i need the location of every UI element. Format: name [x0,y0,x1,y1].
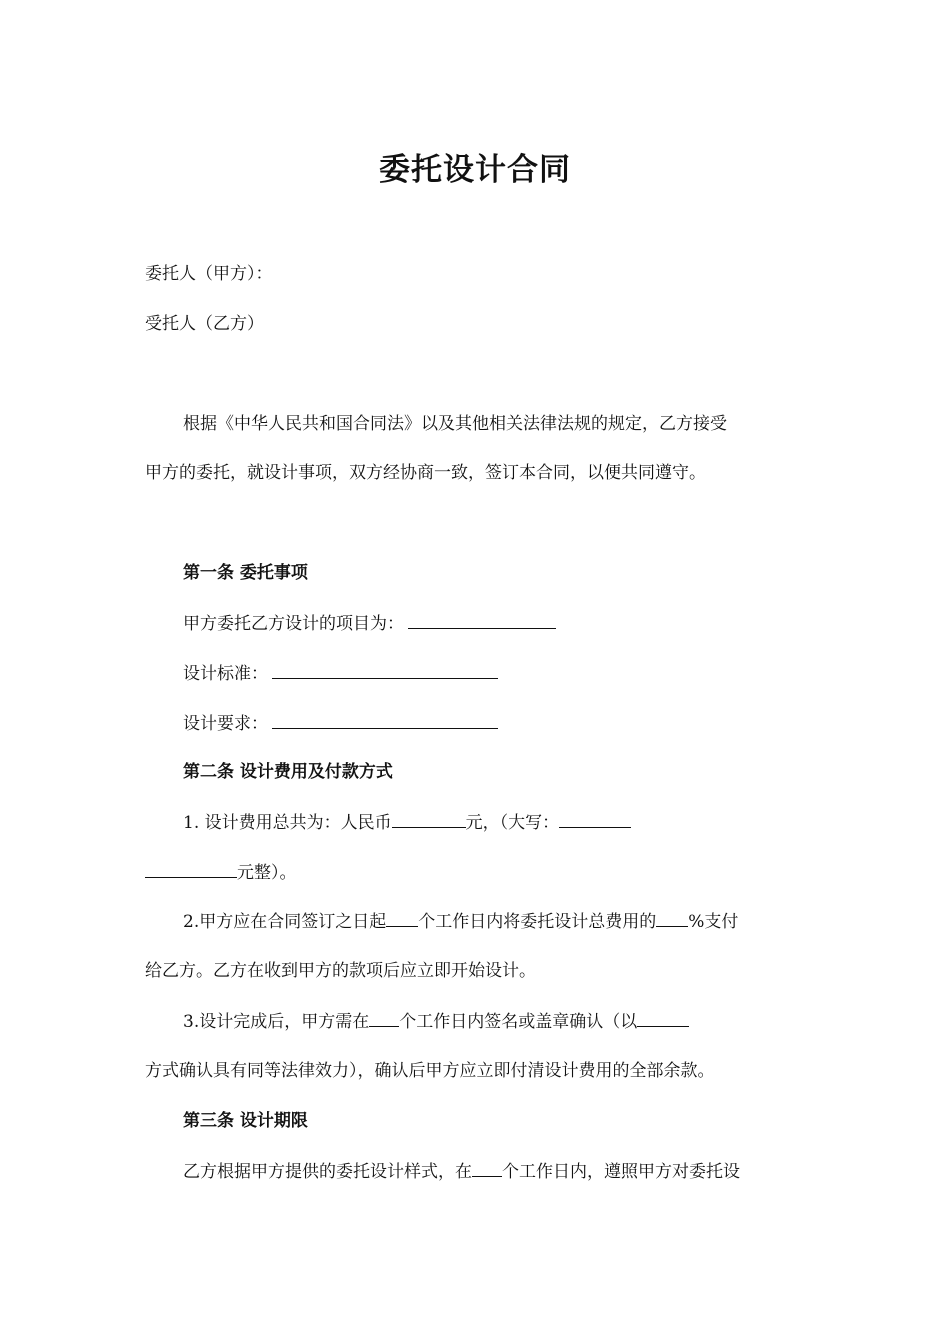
payment-days-blank [386,909,418,927]
article-2-heading: 第二条 设计费用及付款方式 [183,762,393,782]
page-title: 委托设计合同 [379,152,571,188]
standard-line [183,661,498,686]
article-1-heading: 第一条 委托事项 [183,563,308,583]
project-blank [408,611,556,629]
preamble-line-2: 甲方的委托，就设计事项，双方经协商一致，签订本合同，以便共同遵守。 [145,463,706,483]
period-text-b: 个工作日内，遵照甲方对委托设 [502,1162,740,1182]
preamble-line-1: 根据《中华人民共和国合同法》以及其他相关法律法规的规定，乙方接受 [183,414,727,434]
payment-percent-blank [656,909,688,927]
confirm-text-a: 3.设计完成后，甲方需在 [183,1012,370,1032]
fee-end: 元整）。 [237,863,297,883]
period-line [183,1159,740,1184]
confirm-line [183,1009,689,1034]
fee-line [183,810,631,835]
standard-label: 设计标准： [183,664,268,684]
period-days-blank [472,1159,502,1177]
standard-blank [272,661,498,679]
contractor-party-line: 受托人（乙方） [145,314,264,334]
fee-amount-blank [392,810,466,828]
project-label: 甲方委托乙方设计的项目为： [183,614,404,634]
payment-line [183,909,738,934]
client-party-line: 委托人（甲方）： [145,264,273,284]
project-line [183,611,556,636]
payment-text-a: 2.甲方应在合同签订之日起 [183,912,387,932]
fee-uppercase-label: 元，（大写： [465,813,560,833]
fee-uppercase-blank-2 [145,860,237,878]
article-3-heading: 第三条 设计期限 [183,1111,308,1131]
fee-label: 1. 设计费用总共为：人民币 [183,813,392,833]
fee-uppercase-blank-1 [559,810,631,828]
confirm-method-blank [637,1009,689,1027]
requirement-line [183,711,498,736]
confirm-days-blank [369,1009,399,1027]
confirm-line-cont: 方式确认具有同等法律效力），确认后甲方应立即付清设计费用的全部余款。 [145,1061,715,1081]
confirm-text-b: 个工作日内签名或盖章确认（以 [399,1012,638,1032]
period-text-a: 乙方根据甲方提供的委托设计样式，在 [183,1162,472,1182]
fee-line-cont [145,860,297,885]
payment-text-c: %支付 [688,912,739,932]
payment-text-b: 个工作日内将委托设计总费用的 [418,912,657,932]
payment-line-cont: 给乙方。乙方在收到甲方的款项后应立即开始设计。 [145,961,536,981]
requirement-label: 设计要求： [183,714,268,734]
requirement-blank [272,711,498,729]
